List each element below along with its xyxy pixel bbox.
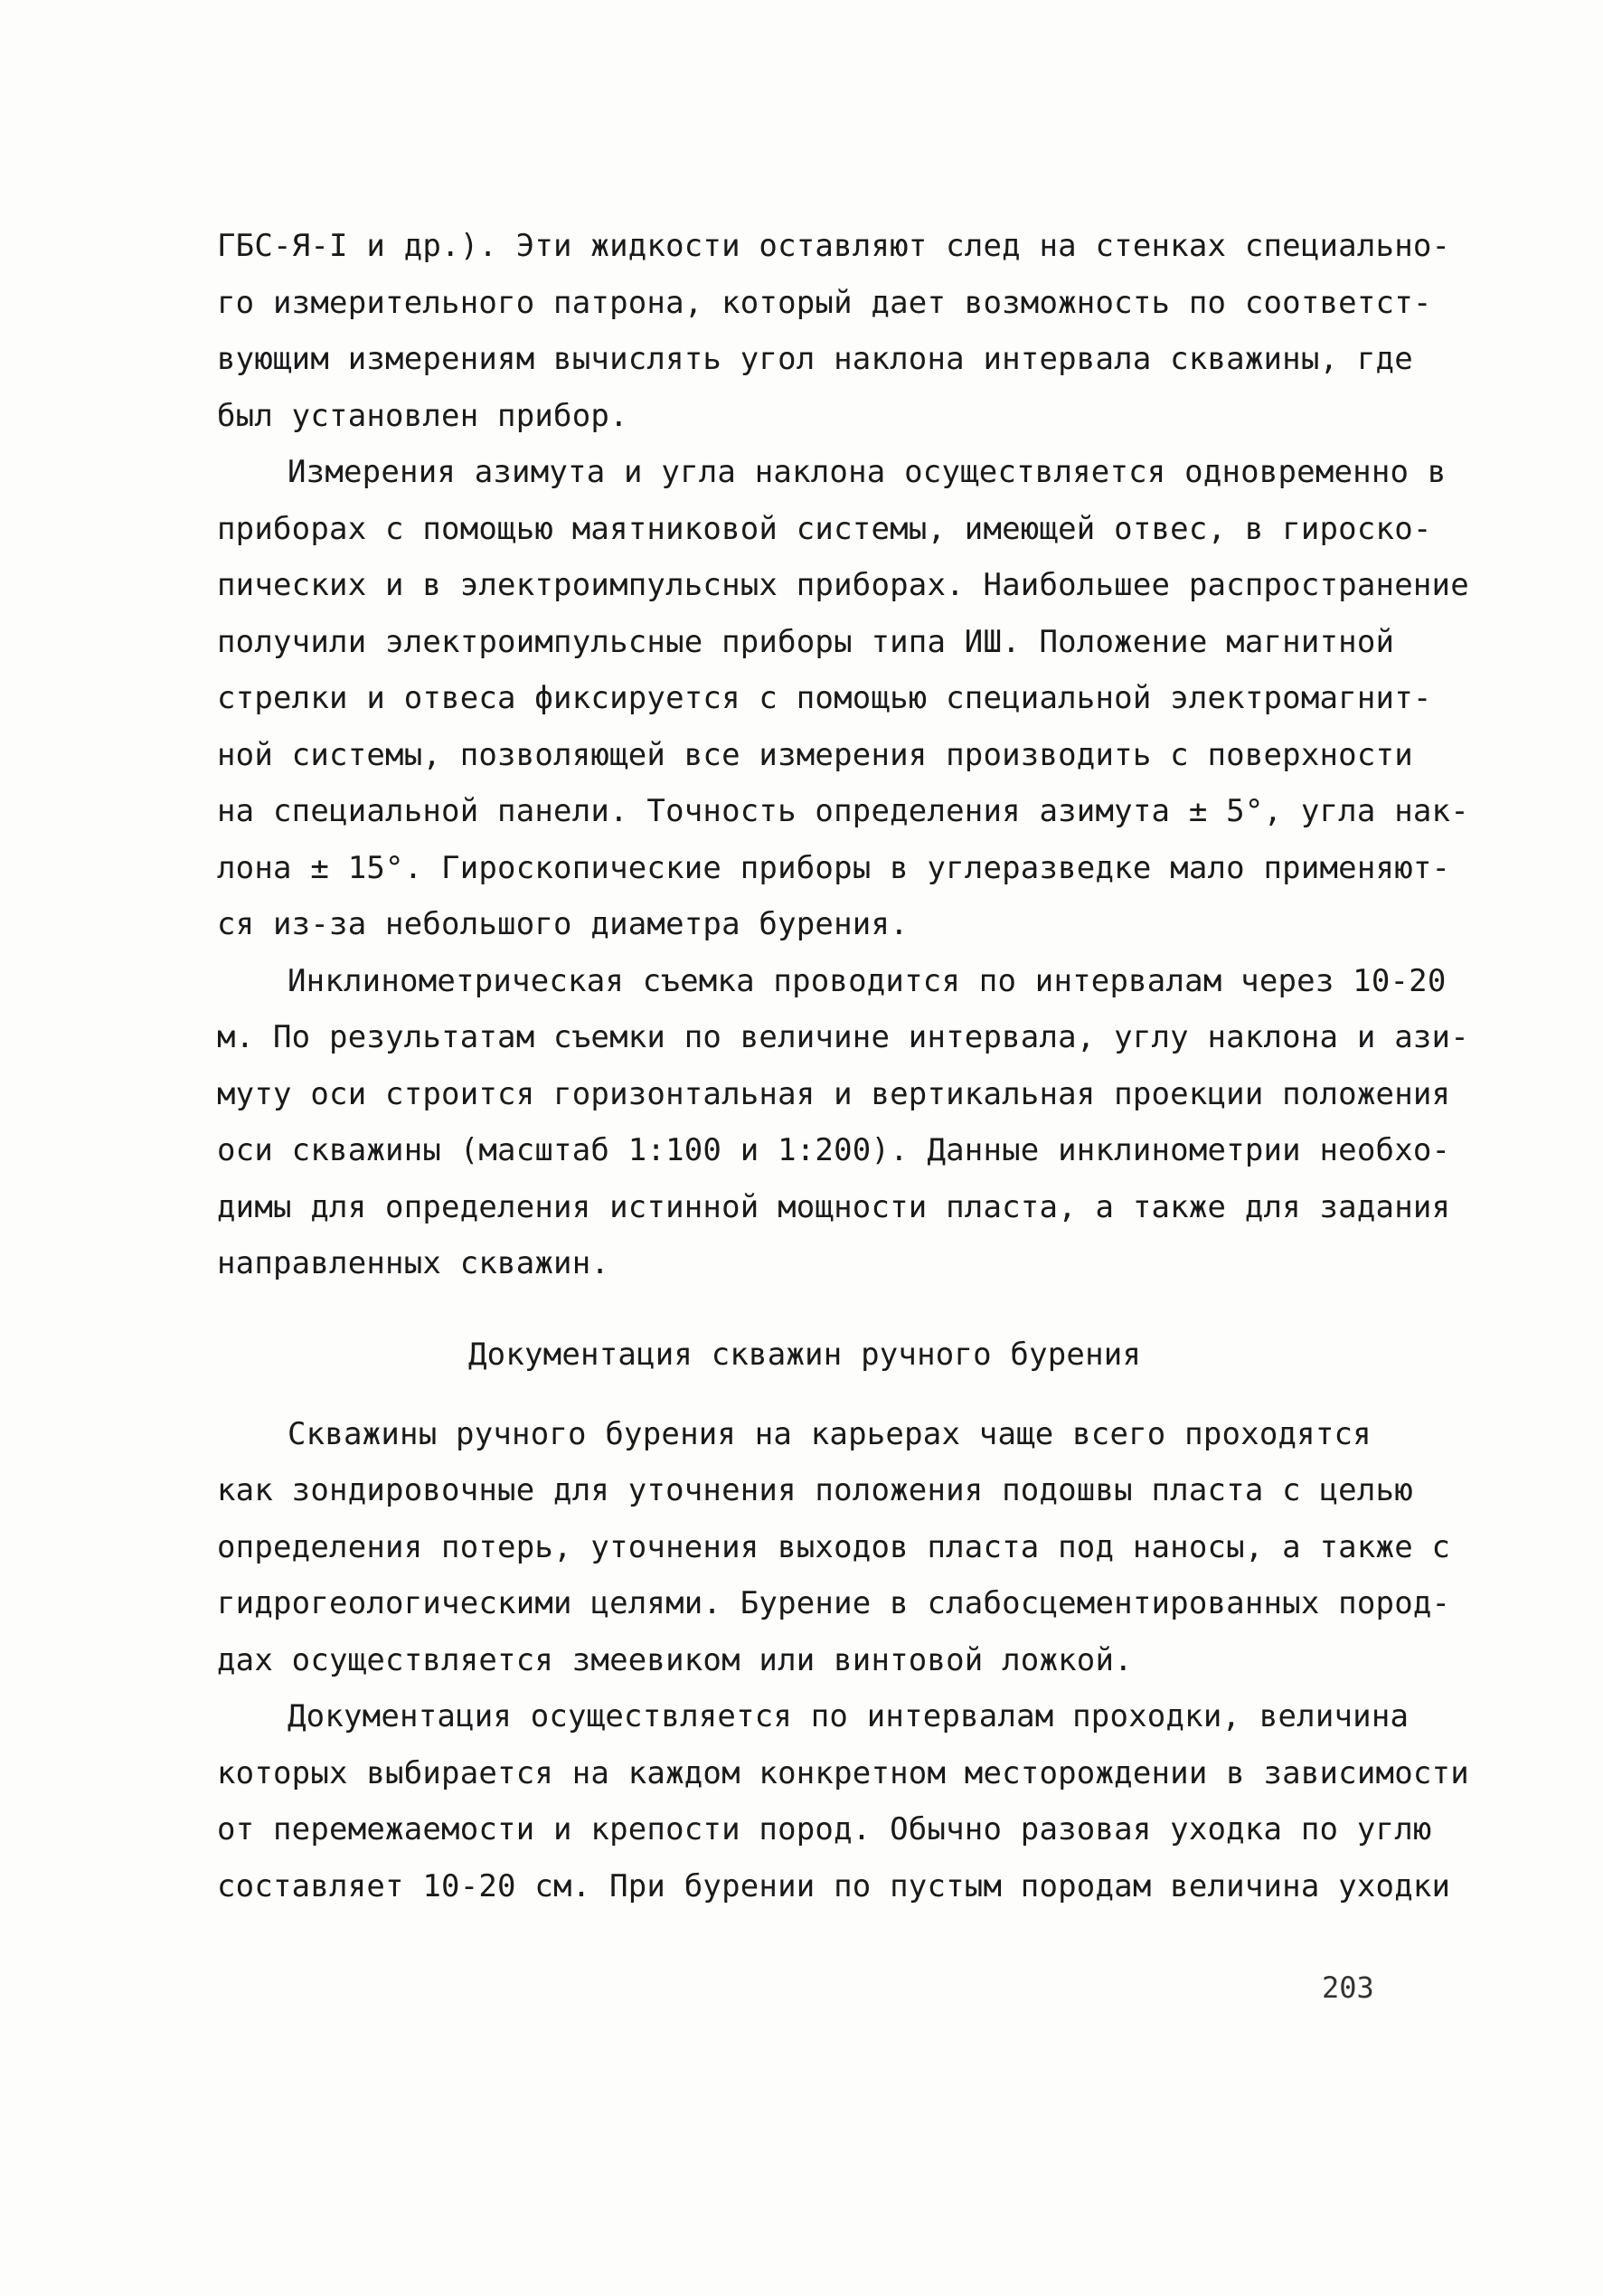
text-line: составляет 10-20 см. При бурении по пустым породам величина уходки: [217, 1868, 1451, 1904]
text-line: Инклинометрическая съемка проводится по интервалам через 10-20: [288, 963, 1447, 999]
text-line: получили электроимпульсные приборы типа ИШ. Положение магнитной: [217, 624, 1395, 660]
text-line: ГБС-Я-I и др.). Эти жидкости оставляют след на стенках специально-: [217, 228, 1451, 264]
section-heading: Документация скважин ручного бурения: [468, 1337, 1142, 1373]
page-number: 203: [1322, 1970, 1374, 2005]
text-line: от перемежаемости и крепости пород. Обычно разовая уходка по углю: [217, 1811, 1432, 1847]
text-line: ся из-за небольшого диаметра бурения.: [217, 906, 909, 942]
text-line: дах осуществляется змеевиком или винтовой ложкой.: [217, 1642, 1133, 1678]
text-line: определения потерь, уточнения выходов пласта под наносы, а также с: [217, 1529, 1451, 1565]
text-line: го измерительного патрона, который дает возможность по соответст-: [217, 285, 1432, 321]
text-line: как зондировочные для уточнения положения подошвы пласта с целью: [217, 1472, 1413, 1508]
text-line: пических и в электроимпульсных приборах. Наибольшее распространение: [217, 567, 1469, 603]
text-line: Скважины ручного бурения на карьерах чаще всего проходятся: [288, 1416, 1372, 1452]
text-line: был установлен прибор.: [217, 398, 628, 434]
text-line: направленных скважин.: [217, 1245, 610, 1281]
text-line: гидрогеологическими целями. Бурение в слабосцементированных пород-: [217, 1585, 1451, 1621]
text-line: стрелки и отвеса фиксируется с помощью специальной электромагнит-: [217, 680, 1432, 716]
text-line: м. По результатам съемки по величине интервала, углу наклона и ази-: [217, 1019, 1469, 1055]
text-line: ной системы, позволяющей все измерения производить с поверхности: [217, 737, 1413, 773]
text-line: димы для определения истинной мощности пласта, а также для задания: [217, 1189, 1451, 1225]
text-line: муту оси строится горизонтальная и вертикальная проекции положения: [217, 1076, 1451, 1112]
text-line: приборах с помощью маятниковой системы, имеющей отвес, в гироско-: [217, 511, 1432, 547]
text-line: вующим измерениям вычислять угол наклона интервала скважины, где: [217, 341, 1413, 377]
text-line: Документация осуществляется по интервалам проходки, величина: [288, 1698, 1410, 1734]
text-line: оси скважины (масштаб 1:100 и 1:200). Данные инклинометрии необхо-: [217, 1132, 1451, 1168]
text-line: которых выбирается на каждом конкретном месторождении в зависимости: [217, 1755, 1469, 1791]
text-line: Измерения азимута и угла наклона осуществляется одновременно в: [288, 454, 1447, 490]
text-line: на специальной панели. Точность определения азимута ± 5°, угла нак-: [217, 793, 1469, 829]
text-line: лона ± 15°. Гироскопические приборы в углеразведке мало применяют-: [217, 850, 1451, 886]
